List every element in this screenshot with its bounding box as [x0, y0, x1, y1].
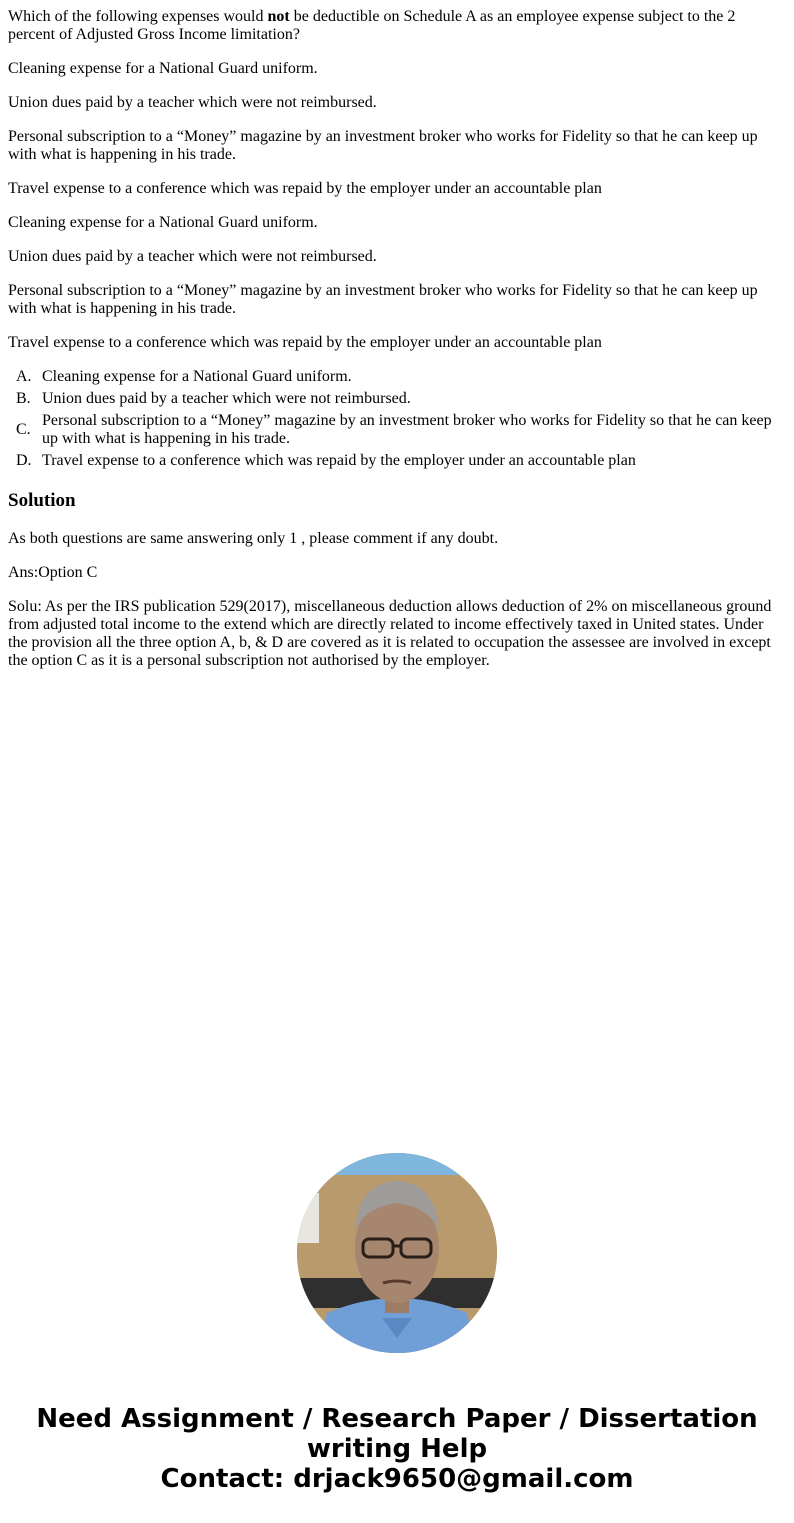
option-b: [16, 390, 786, 408]
option-letter: B.: [16, 390, 31, 407]
promo-contact: Contact: drjack9650@gmail.com: [160, 1464, 634, 1494]
promo-line-1: Need Assignment / Research Paper / Dissertation: [36, 1404, 758, 1434]
paragraph-choice: Personal subscription to a “Money” magazine by an investment broker who works for Fidelity so that he can keep up with what is happening in his trade.: [8, 128, 758, 163]
author-avatar: [297, 1153, 497, 1353]
promo-line-2: writing Help: [306, 1434, 488, 1464]
paragraph-choice: Travel expense to a conference which was repaid by the employer under an accountable plan: [8, 334, 602, 351]
solution-answer: Ans:Option C: [8, 564, 98, 581]
solution-heading: Solution: [8, 490, 76, 511]
promo-banner: [0, 1404, 794, 1494]
solution-note: As both questions are same answering only 1 , please comment if any doubt.: [8, 530, 499, 547]
option-letter: C.: [16, 421, 31, 438]
option-text: Travel expense to a conference which was repaid by the employer under an accountable plan: [42, 452, 636, 469]
options-list: [8, 368, 786, 470]
question-emphasis: not: [267, 8, 290, 25]
paragraph-choice: Cleaning expense for a National Guard uniform.: [8, 214, 318, 231]
paragraph-choice: Personal subscription to a “Money” magazine by an investment broker who works for Fidelity so that he can keep up with what is happening in his trade.: [8, 282, 758, 317]
document-body: [0, 0, 794, 670]
paragraph-choice: Union dues paid by a teacher which were not reimbursed.: [8, 248, 377, 265]
option-letter: A.: [16, 368, 32, 385]
person-portrait-icon: [297, 1153, 497, 1353]
option-text: Cleaning expense for a National Guard uniform.: [42, 368, 352, 385]
question-text: Which of the following expenses would not be deductible on Schedule A as an employee expense subject to the 2 percent of Adjusted Gross Income limitation?: [8, 8, 736, 43]
option-letter: D.: [16, 452, 32, 469]
paragraph-choice: Cleaning expense for a National Guard uniform.: [8, 60, 318, 77]
option-a: [16, 368, 786, 386]
option-d: [16, 452, 786, 470]
option-c: [16, 412, 786, 448]
option-text: Personal subscription to a “Money” magazine by an investment broker who works for Fidelity so that he can keep up with what is happening in his trade.: [42, 412, 772, 447]
paragraph-choice: Travel expense to a conference which was repaid by the employer under an accountable plan: [8, 180, 602, 197]
option-text: Union dues paid by a teacher which were not reimbursed.: [42, 390, 411, 407]
solution-explanation: Solu: As per the IRS publication 529(2017), miscellaneous deduction allows deduction of 2% on miscellaneous ground from adjusted total income to the extend which are directly related to income effectively taxed in United states. Under the provision all the three option A, b, & D are covered as it is related to occupation the assessee are involved in except the option C as it is a personal subscription not authorised by the employer.: [8, 598, 772, 669]
paragraph-choice: Union dues paid by a teacher which were not reimbursed.: [8, 94, 377, 111]
